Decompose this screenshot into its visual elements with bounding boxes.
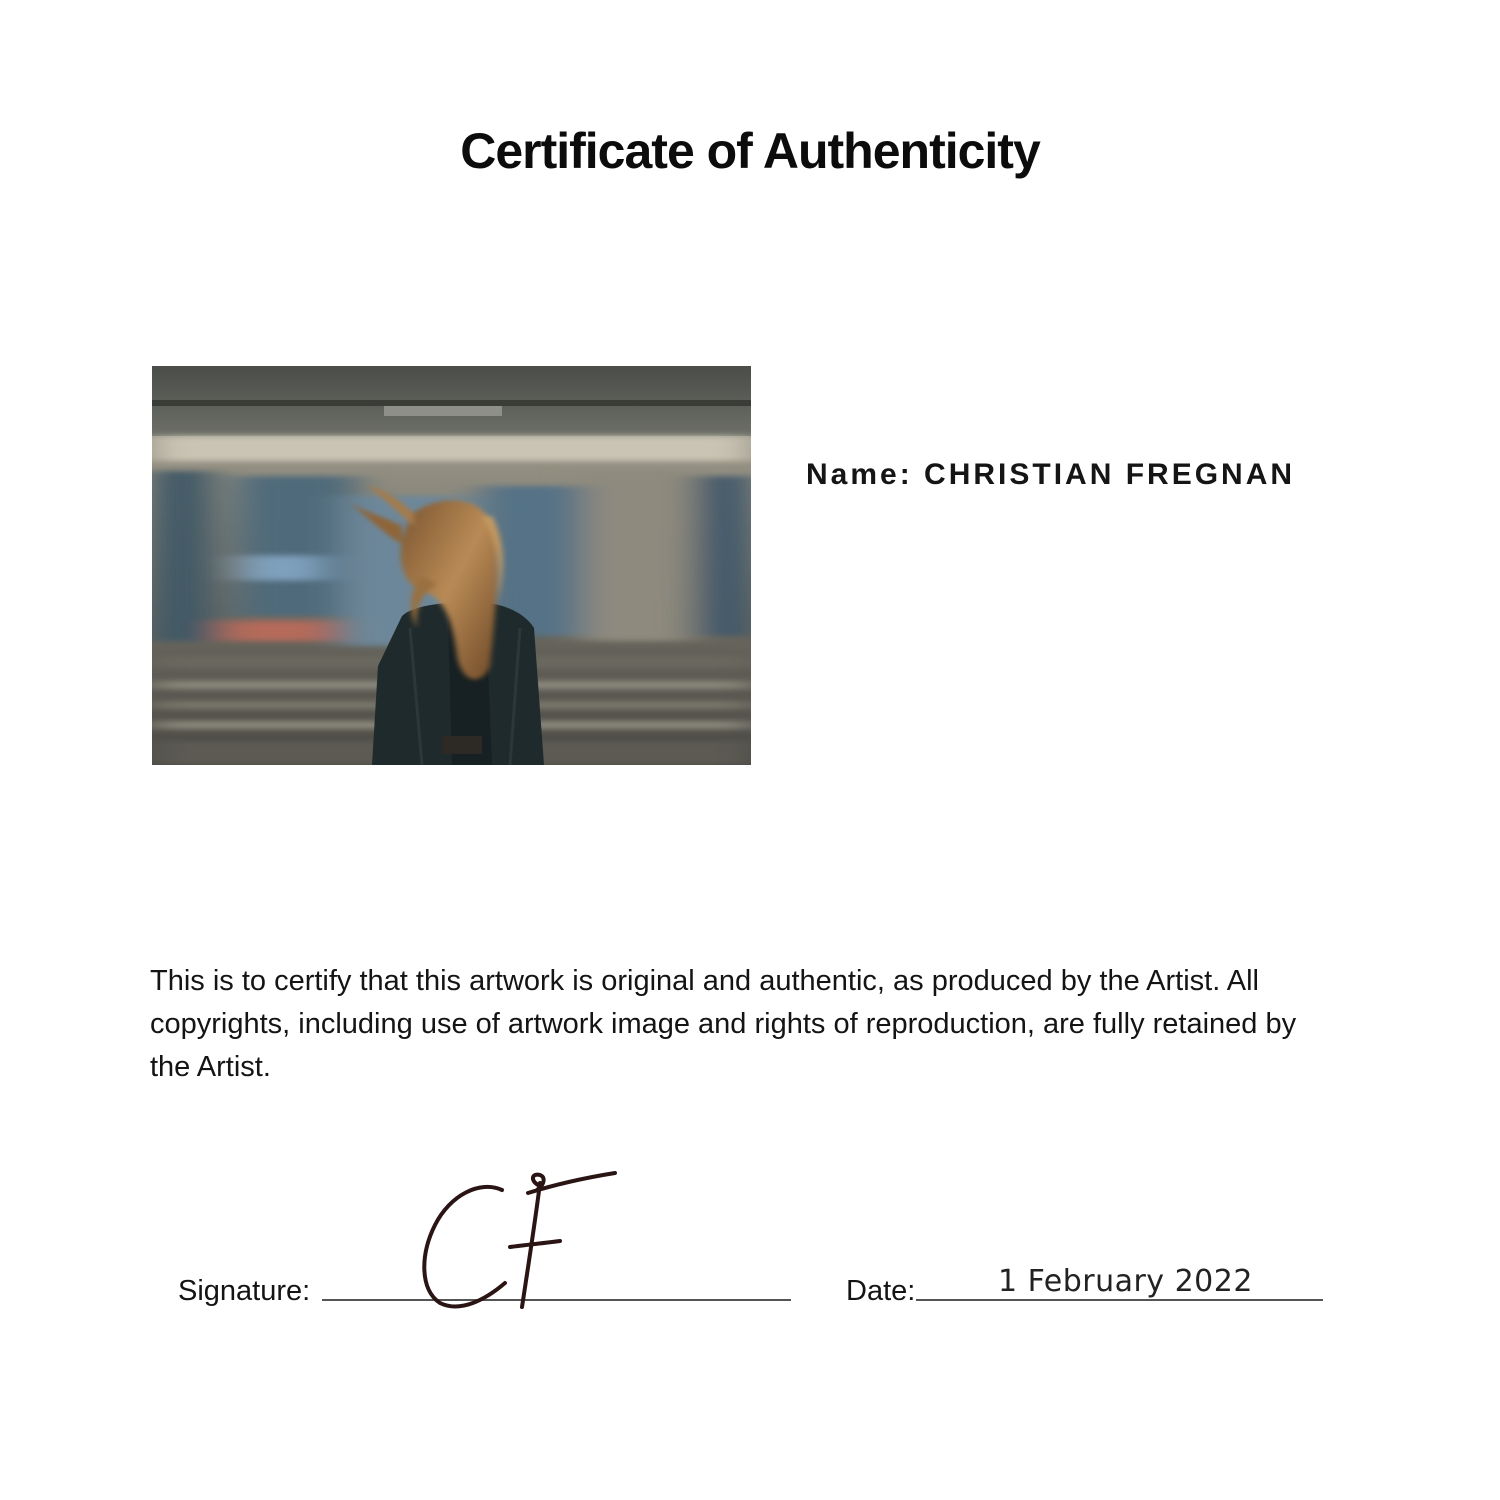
page-title: Certificate of Authenticity (460, 123, 1040, 179)
certification-statement: This is to certify that this artwork is original and authentic, as produced by the Artist. All copyrights, including use of artwork image and rights of reproduction, are fully retained by the Artist. (150, 965, 1297, 1083)
date-label: Date: (846, 1275, 916, 1307)
signature-label: Signature: (178, 1275, 311, 1307)
handwritten-signature (410, 1165, 630, 1315)
artwork-photo (152, 366, 751, 765)
artist-name: CHRISTIAN FREGNAN (924, 458, 1296, 491)
date-line (916, 1299, 1323, 1301)
date-value: 1 February 2022 (998, 1264, 1253, 1299)
name-label: Name: (806, 458, 913, 491)
artist-name-line (806, 458, 1295, 492)
